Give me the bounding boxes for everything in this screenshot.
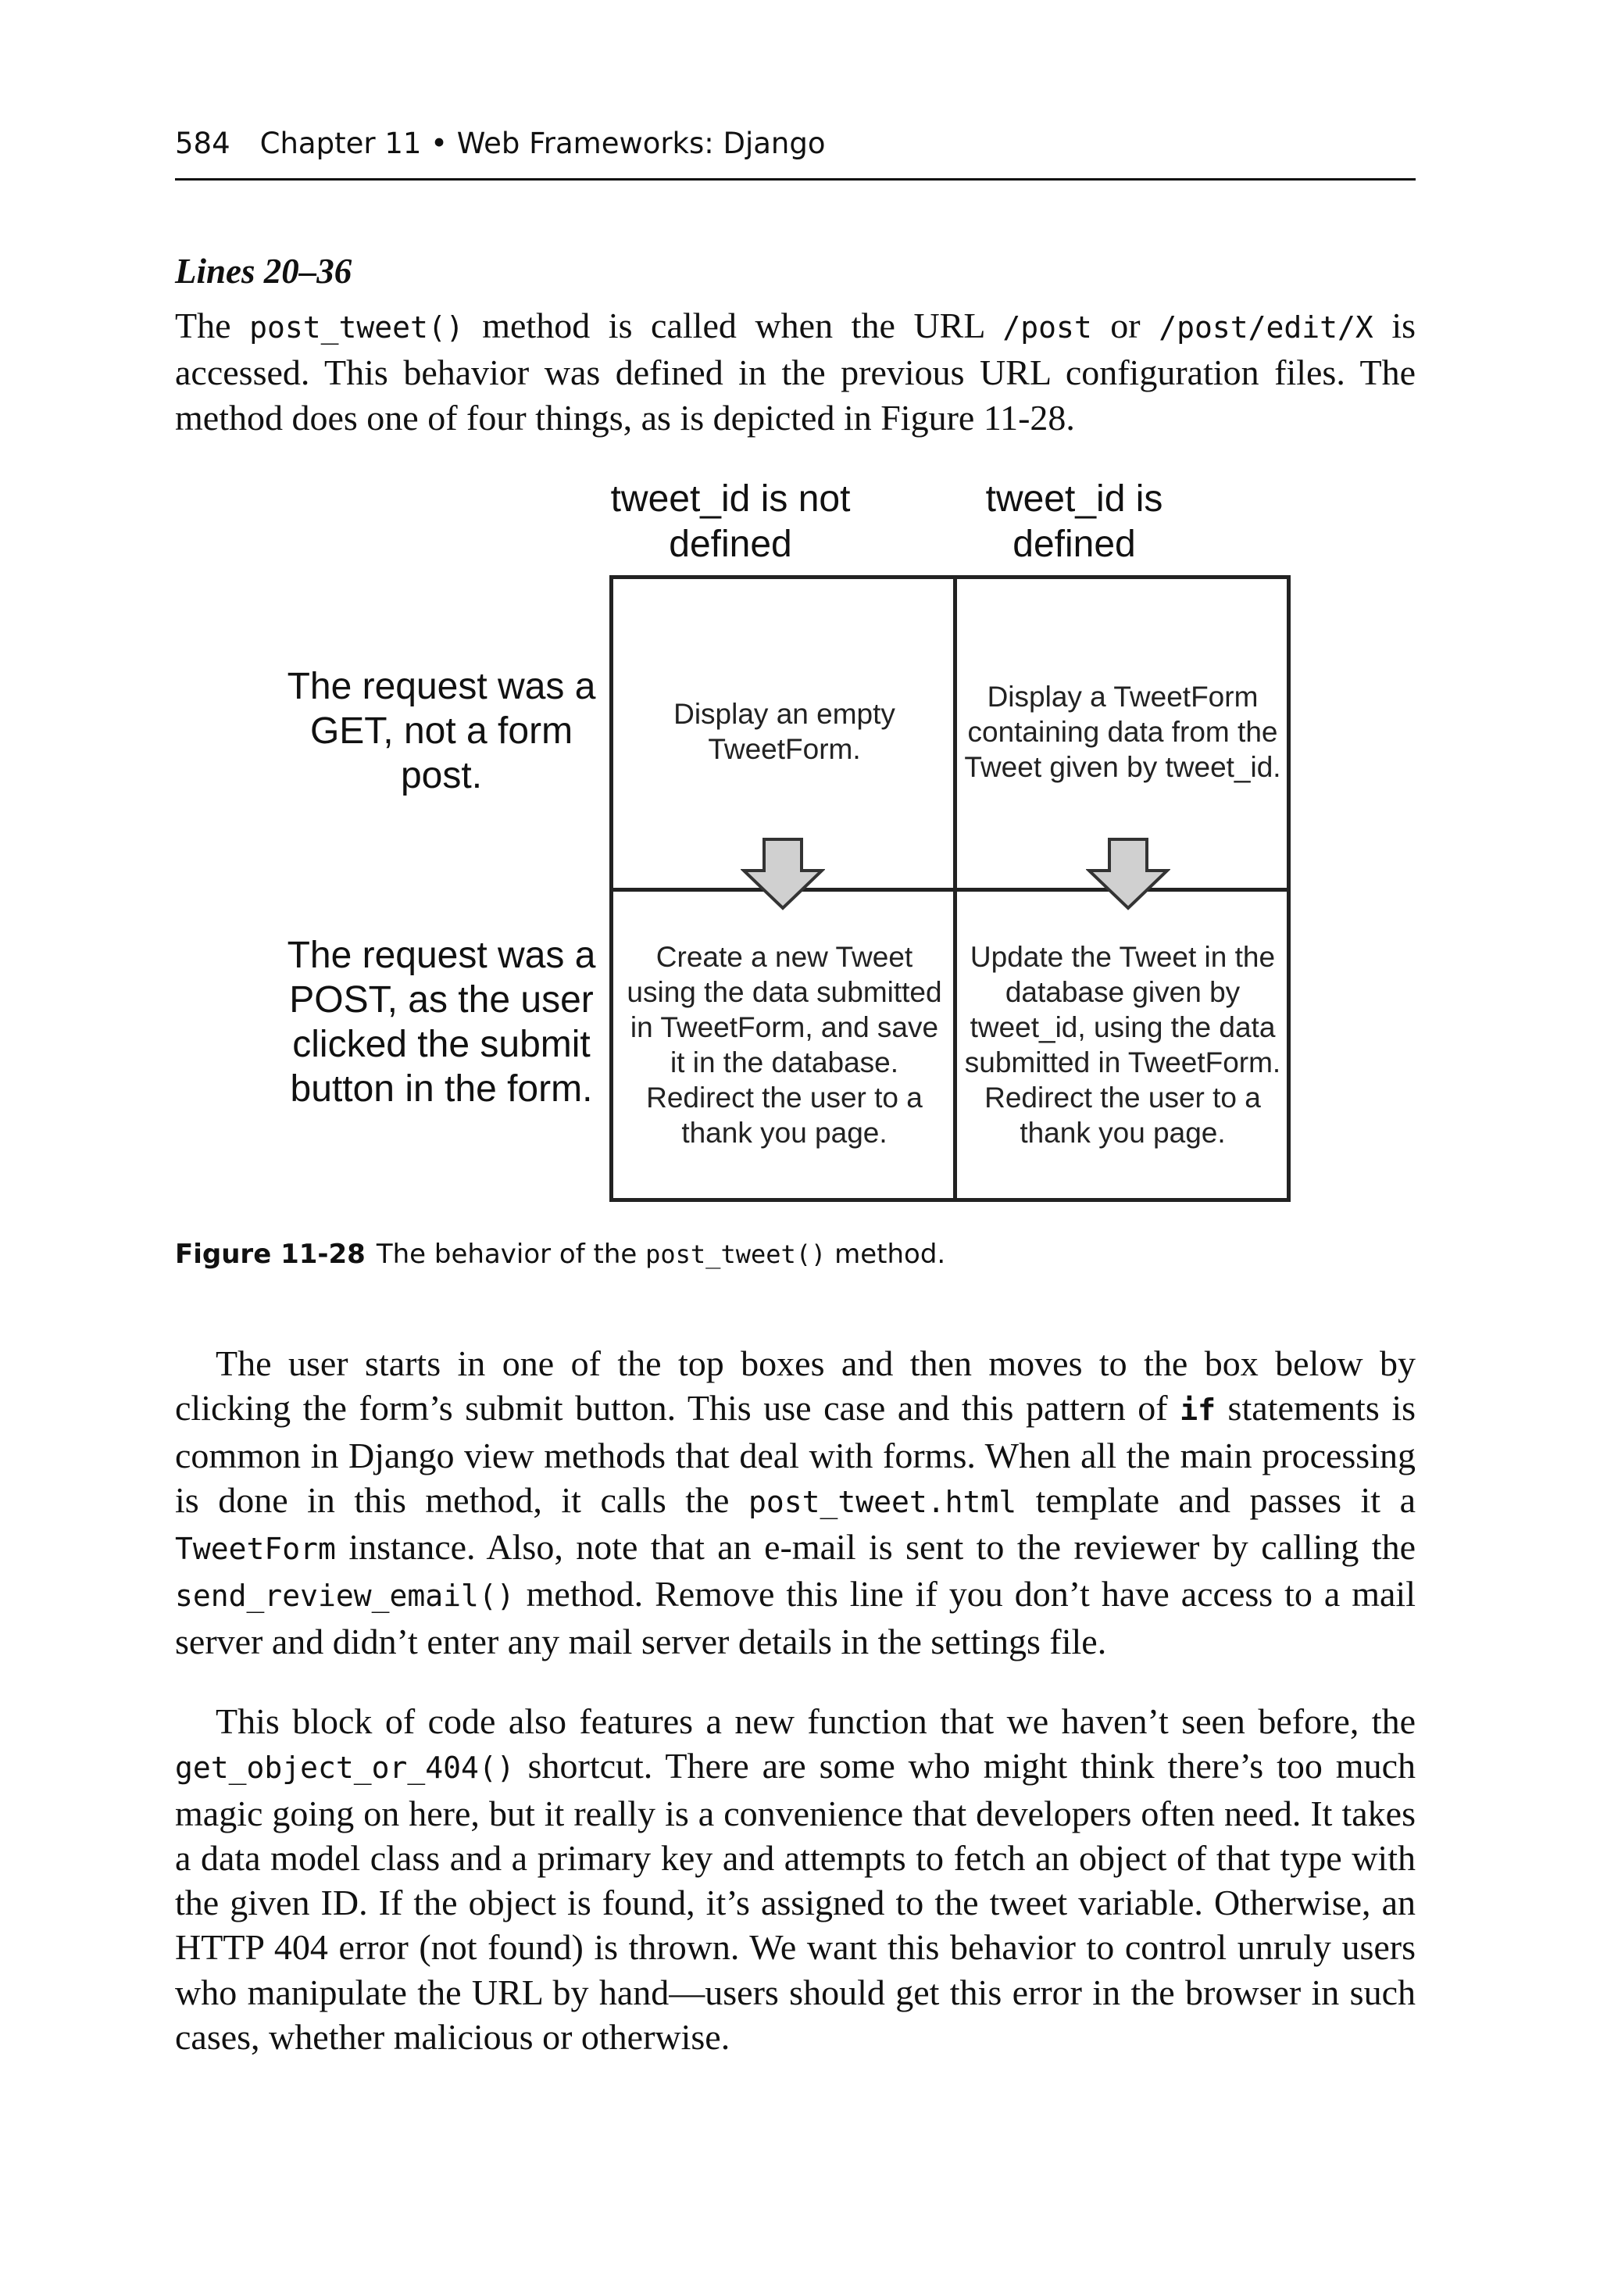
text-run: instance. Also, note that an e-mail is sent to the reviewer by calling the [335,1527,1416,1568]
code-send-review-email: send_review_email() [175,1579,515,1614]
row-header-get: The request was a GET, not a form post. [287,666,596,796]
text-run: method is called when the URL [463,306,1003,345]
text-run: The user starts in one of the top boxes and then moves to the box below by clicking the form’s submit button. This use case and this pattern of [175,1343,1416,1429]
cell-get-defined [961,587,1284,876]
text-run: statements is common in Django view methods that deal with forms. When all the main processing is done in this method, it calls the [175,1388,1416,1520]
code-post-tweet: post_tweet() [249,310,464,345]
code-template-name: post_tweet.html [748,1484,1017,1519]
column-header-defined: tweet_id is defined [985,478,1163,565]
column-header-not-defined: tweet_id is not defined [610,478,851,565]
text-run: method. [826,1239,946,1270]
cell-text: Display a TweetForm containing data from the Tweet given by tweet_id. [964,680,1281,783]
behavior-grid [609,575,1291,1202]
text-run: or [1091,306,1159,345]
code-get-object-or-404: get_object_or_404() [175,1751,515,1786]
section-heading: Lines 20–36 [175,252,352,291]
code-url-edit: /post/edit/X [1159,310,1373,345]
header-rule [175,178,1416,181]
code-tweetform: TweetForm [175,1532,336,1567]
text-run: shortcut. There are some who might think there’s too much magic going on here, but it really is a convenience that developers often need. It takes a data model class and a primary key and attempts to fetch an object of that type with the given ID. If the object is found, it’s assigned to the tweet variable. Otherwise, an HTTP 404 error (not found) is thrown. We want this behavior to control unruly users who manipulate the URL by hand—users should get this error in the browser in such cases, whether malicious or otherwise. [175,1746,1416,2058]
running-header [175,123,1416,164]
grid-divider-horizontal [613,888,1287,892]
down-arrow-icon [1086,836,1170,911]
text-run: The behavior of the [376,1239,646,1270]
body-paragraph-2 [175,1699,1416,2059]
figure-11-28 [281,477,1312,1211]
caption-label: Figure 11-28 [175,1239,366,1270]
text-run: method. Remove this line if you don’t have access to a mail server and didn’t enter any mail server details in the settings file. [175,1574,1416,1661]
code-if: if [1180,1393,1216,1428]
cell-text: Create a new Tweet using the data submitted in TweetForm, and save it in the database. Redirect the user to a thank you page. [627,941,942,1149]
page-number: 584 [175,127,230,160]
code-post-tweet: post_tweet() [645,1239,827,1269]
cell-post-not-defined [620,893,949,1196]
down-arrow-icon [741,836,825,911]
code-url-post: /post [1002,310,1092,345]
cell-post-defined [961,893,1284,1196]
figure-caption [175,1236,1416,1272]
cell-text: Update the Tweet in the database given by tweet_id, using the data submitted in TweetForm. Redirect the user to a thank you page. [964,941,1281,1149]
body-paragraph-1 [175,1341,1416,1664]
text-run: is accessed. This behavior was defined in the previous URL configuration files. The method does one of four things, as is depicted in Figure 11-28. [175,306,1416,438]
row-header-post: The request was a POST, as the user clicked the submit button in the form. [287,935,596,1110]
text-run: The [175,306,250,345]
text-run: This block of code also features a new function that we haven’t seen before, the [216,1701,1416,1741]
cell-get-not-defined [620,587,949,876]
running-title: Chapter 11 • Web Frameworks: Django [259,127,826,160]
text-run: template and passes it a [1016,1479,1416,1520]
intro-paragraph [175,303,1416,440]
cell-text: Display an empty TweetForm. [673,698,895,765]
